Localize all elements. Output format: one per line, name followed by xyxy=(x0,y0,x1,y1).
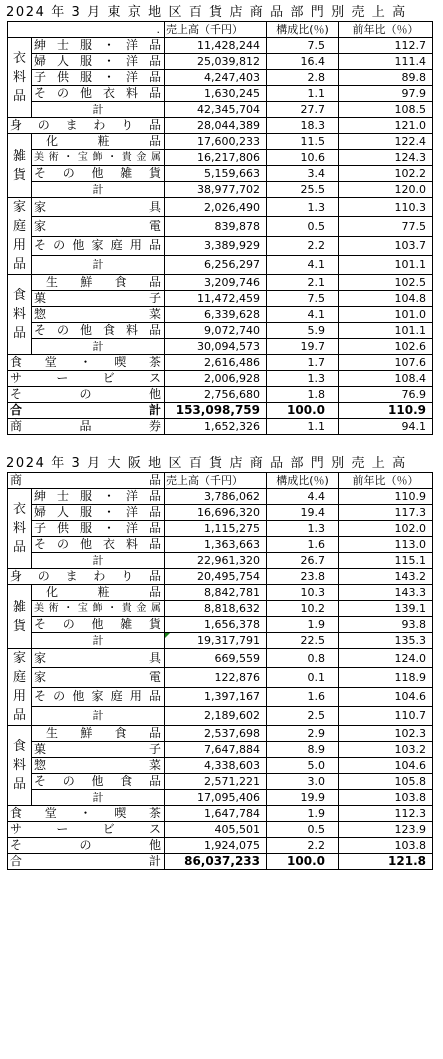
header-ratio: 構成比(％) xyxy=(267,22,339,38)
yoy-cell: 103.8 xyxy=(339,790,433,806)
ratio-cell: 26.7 xyxy=(267,553,339,569)
ratio-cell: 2.2 xyxy=(267,236,339,255)
table-row xyxy=(8,291,433,307)
yoy-cell: 102.3 xyxy=(339,726,433,742)
yoy-cell: 104.6 xyxy=(339,758,433,774)
subtotal-row xyxy=(8,790,433,806)
ratio-cell: 0.8 xyxy=(267,649,339,668)
sales-cell: 2,571,221 xyxy=(165,774,267,790)
table-row xyxy=(8,822,433,838)
sales-cell: 30,094,573 xyxy=(165,339,267,355)
yoy-cell: 110.9 xyxy=(339,489,433,505)
table-row xyxy=(8,86,433,102)
yoy-cell: 101.1 xyxy=(339,323,433,339)
ratio-cell: 100.0 xyxy=(267,403,339,419)
grand-total-row xyxy=(8,854,433,870)
row-label: 家電 xyxy=(32,668,165,687)
table-row xyxy=(8,838,433,854)
header-sales: 売上高（千円） xyxy=(165,473,267,489)
yoy-cell: 103.2 xyxy=(339,742,433,758)
table-row xyxy=(8,668,433,687)
yoy-cell: 139.1 xyxy=(339,601,433,617)
table-row xyxy=(8,806,433,822)
ratio-cell: 19.4 xyxy=(267,505,339,521)
group-label-clothing: 衣料品 xyxy=(8,38,32,118)
yoy-cell: 122.4 xyxy=(339,134,433,150)
row-label: その他雑貨 xyxy=(32,617,165,633)
yoy-cell: 108.5 xyxy=(339,102,433,118)
sales-cell: 11,472,459 xyxy=(165,291,267,307)
ratio-cell: 1.7 xyxy=(267,355,339,371)
sales-cell: 17,600,233 xyxy=(165,134,267,150)
subtotal-row xyxy=(8,706,433,725)
row-label: 紳士服・洋品 xyxy=(32,489,165,505)
table-row xyxy=(8,166,433,182)
row-label: サービス xyxy=(8,822,165,838)
ratio-cell: 1.3 xyxy=(267,198,339,217)
row-label: 身のまわり品 xyxy=(8,118,165,134)
row-label: 惣菜 xyxy=(32,307,165,323)
sales-cell: 1,647,784 xyxy=(165,806,267,822)
yoy-cell: 77.5 xyxy=(339,217,433,236)
header-row xyxy=(8,22,433,38)
subtotal-row xyxy=(8,255,433,274)
row-label: 化粧品 xyxy=(32,585,165,601)
ratio-cell: 5.9 xyxy=(267,323,339,339)
yoy-cell: 143.3 xyxy=(339,585,433,601)
ratio-cell: 7.5 xyxy=(267,291,339,307)
table-row xyxy=(8,617,433,633)
table-row xyxy=(8,726,433,742)
row-label: 化粧品 xyxy=(32,134,165,150)
row-label: その他食品 xyxy=(32,774,165,790)
ratio-cell: 2.8 xyxy=(267,70,339,86)
ratio-cell: 0.5 xyxy=(267,822,339,838)
table-row xyxy=(8,118,433,134)
row-label: サービス xyxy=(8,371,165,387)
yoy-cell: 97.9 xyxy=(339,86,433,102)
header-yoy: 前年比（％） xyxy=(339,473,433,489)
header-yoy: 前年比（％） xyxy=(339,22,433,38)
row-label: 紳士服・洋品 xyxy=(32,38,165,54)
subtotal-row xyxy=(8,553,433,569)
row-label: その他 xyxy=(8,387,165,403)
table-row xyxy=(8,687,433,706)
subtotal-label: 計 xyxy=(32,633,165,649)
grand-total-row xyxy=(8,403,433,419)
yoy-cell: 108.4 xyxy=(339,371,433,387)
yoy-cell: 94.1 xyxy=(339,419,433,435)
sales-cell: 1,652,326 xyxy=(165,419,267,435)
subtotal-row xyxy=(8,633,433,649)
sales-cell: 42,345,704 xyxy=(165,102,267,118)
ratio-cell: 11.5 xyxy=(267,134,339,150)
ratio-cell: 10.6 xyxy=(267,150,339,166)
yoy-cell: 113.0 xyxy=(339,537,433,553)
row-label: その他衣料品 xyxy=(32,86,165,102)
sales-cell: 17,095,406 xyxy=(165,790,267,806)
subtotal-row xyxy=(8,182,433,198)
sales-cell: 839,878 xyxy=(165,217,267,236)
sales-cell: 153,098,759 xyxy=(165,403,267,419)
header-label: 商品 xyxy=(8,473,165,489)
ratio-cell: 3.4 xyxy=(267,166,339,182)
grand-total-label: 合計 xyxy=(8,403,165,419)
sales-cell: 122,876 xyxy=(165,668,267,687)
group-label-misc: 雑貨 xyxy=(8,585,32,649)
table-row xyxy=(8,307,433,323)
yoy-cell: 102.5 xyxy=(339,275,433,291)
header-label: . xyxy=(8,22,165,38)
row-label: 家電 xyxy=(32,217,165,236)
header-row xyxy=(8,473,433,489)
ratio-cell: 1.3 xyxy=(267,521,339,537)
table-row xyxy=(8,505,433,521)
yoy-cell: 104.8 xyxy=(339,291,433,307)
row-label: その他衣料品 xyxy=(32,537,165,553)
sales-cell: 1,924,075 xyxy=(165,838,267,854)
sales-cell: 8,842,781 xyxy=(165,585,267,601)
table-row xyxy=(8,275,433,291)
sales-cell: 7,647,884 xyxy=(165,742,267,758)
row-label: その他 xyxy=(8,838,165,854)
subtotal-label: 計 xyxy=(32,255,165,274)
sales-cell: 38,977,702 xyxy=(165,182,267,198)
sales-cell: 16,696,320 xyxy=(165,505,267,521)
table-row xyxy=(8,585,433,601)
ratio-cell: 2.9 xyxy=(267,726,339,742)
row-label: 子供服・洋品 xyxy=(32,521,165,537)
sales-cell: 5,159,663 xyxy=(165,166,267,182)
row-label: 子供服・洋品 xyxy=(32,70,165,86)
table-row xyxy=(8,70,433,86)
ratio-cell: 1.1 xyxy=(267,86,339,102)
osaka-table-title: 2024 年 3 月 大 阪 地 区 百 貨 店 商 品 部 門 別 売 上 高 xyxy=(6,456,407,471)
table-row xyxy=(8,217,433,236)
voucher-row xyxy=(8,419,433,435)
yoy-cell: 115.1 xyxy=(339,553,433,569)
yoy-cell: 102.2 xyxy=(339,166,433,182)
yoy-cell: 111.4 xyxy=(339,54,433,70)
row-label: 婦人服・洋品 xyxy=(32,54,165,70)
yoy-cell: 89.8 xyxy=(339,70,433,86)
sales-cell: 3,389,929 xyxy=(165,236,267,255)
sales-cell: 1,630,245 xyxy=(165,86,267,102)
table-row xyxy=(8,150,433,166)
subtotal-row xyxy=(8,339,433,355)
sales-cell: 2,026,490 xyxy=(165,198,267,217)
yoy-cell: 102.0 xyxy=(339,521,433,537)
sales-cell: 2,189,602 xyxy=(165,706,267,725)
table-row xyxy=(8,569,433,585)
ratio-cell: 1.1 xyxy=(267,419,339,435)
sales-cell: 28,044,389 xyxy=(165,118,267,134)
osaka-sales-table xyxy=(7,472,433,870)
sales-cell xyxy=(165,633,267,649)
ratio-cell: 16.4 xyxy=(267,54,339,70)
table-row xyxy=(8,742,433,758)
row-label: その他家庭用品 xyxy=(32,687,165,706)
ratio-cell: 8.9 xyxy=(267,742,339,758)
subtotal-label: 計 xyxy=(32,706,165,725)
subtotal-label: 計 xyxy=(32,102,165,118)
row-label: 菓子 xyxy=(32,291,165,307)
ratio-cell: 100.0 xyxy=(267,854,339,870)
sales-cell: 405,501 xyxy=(165,822,267,838)
table-row xyxy=(8,387,433,403)
row-label: 菓子 xyxy=(32,742,165,758)
table-row xyxy=(8,38,433,54)
table-row xyxy=(8,323,433,339)
ratio-cell: 0.5 xyxy=(267,217,339,236)
group-label-clothing: 衣料品 xyxy=(8,489,32,569)
ratio-cell: 25.5 xyxy=(267,182,339,198)
sales-cell: 2,537,698 xyxy=(165,726,267,742)
ratio-cell: 10.3 xyxy=(267,585,339,601)
sales-cell: 1,115,275 xyxy=(165,521,267,537)
ratio-cell: 2.5 xyxy=(267,706,339,725)
yoy-cell: 103.8 xyxy=(339,838,433,854)
sales-cell: 2,756,680 xyxy=(165,387,267,403)
sales-cell: 3,209,746 xyxy=(165,275,267,291)
table-row xyxy=(8,371,433,387)
sales-cell: 6,339,628 xyxy=(165,307,267,323)
yoy-cell: 143.2 xyxy=(339,569,433,585)
row-label: 商品券 xyxy=(8,419,165,435)
table-row xyxy=(8,758,433,774)
sales-cell: 3,786,062 xyxy=(165,489,267,505)
header-sales: 売上高（千円） xyxy=(165,22,267,38)
cell-marker-icon xyxy=(165,633,170,638)
ratio-cell: 19.9 xyxy=(267,790,339,806)
sales-cell: 11,428,244 xyxy=(165,38,267,54)
ratio-cell: 0.1 xyxy=(267,668,339,687)
sales-cell: 669,559 xyxy=(165,649,267,668)
sales-cell: 16,217,806 xyxy=(165,150,267,166)
group-label-food: 食料品 xyxy=(8,275,32,355)
ratio-cell: 10.2 xyxy=(267,601,339,617)
row-label: 生鮮食品 xyxy=(32,726,165,742)
subtotal-label: 計 xyxy=(32,553,165,569)
ratio-cell: 7.5 xyxy=(267,38,339,54)
yoy-cell: 110.7 xyxy=(339,706,433,725)
ratio-cell: 27.7 xyxy=(267,102,339,118)
group-label-food: 食料品 xyxy=(8,726,32,806)
sales-cell: 25,039,812 xyxy=(165,54,267,70)
sales-cell: 20,495,754 xyxy=(165,569,267,585)
ratio-cell: 4.1 xyxy=(267,255,339,274)
sales-value: 19,317,791 xyxy=(197,634,261,647)
yoy-cell: 117.3 xyxy=(339,505,433,521)
row-label: その他雑貨 xyxy=(32,166,165,182)
ratio-cell: 19.7 xyxy=(267,339,339,355)
table-row xyxy=(8,521,433,537)
yoy-cell: 76.9 xyxy=(339,387,433,403)
ratio-cell: 3.0 xyxy=(267,774,339,790)
yoy-cell: 107.6 xyxy=(339,355,433,371)
ratio-cell: 1.6 xyxy=(267,537,339,553)
sales-cell: 1,397,167 xyxy=(165,687,267,706)
yoy-cell: 104.6 xyxy=(339,687,433,706)
yoy-cell: 121.0 xyxy=(339,118,433,134)
row-label: その他食料品 xyxy=(32,323,165,339)
ratio-cell: 1.9 xyxy=(267,617,339,633)
yoy-cell: 102.6 xyxy=(339,339,433,355)
table-row xyxy=(8,489,433,505)
group-label-household: 家庭用品 xyxy=(8,198,32,275)
table-row xyxy=(8,355,433,371)
sales-cell: 4,247,403 xyxy=(165,70,267,86)
ratio-cell: 22.5 xyxy=(267,633,339,649)
row-label: 美術・宝飾・貴金属 xyxy=(32,601,165,617)
table-row xyxy=(8,236,433,255)
sales-cell: 2,006,928 xyxy=(165,371,267,387)
ratio-cell: 18.3 xyxy=(267,118,339,134)
row-label: その他家庭用品 xyxy=(32,236,165,255)
sales-cell: 4,338,603 xyxy=(165,758,267,774)
sales-cell: 6,256,297 xyxy=(165,255,267,274)
ratio-cell: 2.2 xyxy=(267,838,339,854)
sales-cell: 8,818,632 xyxy=(165,601,267,617)
yoy-cell: 110.3 xyxy=(339,198,433,217)
ratio-cell: 4.1 xyxy=(267,307,339,323)
table-row xyxy=(8,537,433,553)
yoy-cell: 105.8 xyxy=(339,774,433,790)
row-label: 家具 xyxy=(32,649,165,668)
subtotal-label: 計 xyxy=(32,339,165,355)
table-row xyxy=(8,54,433,70)
sales-cell: 9,072,740 xyxy=(165,323,267,339)
yoy-cell: 123.9 xyxy=(339,822,433,838)
row-label: 美術・宝飾・貴金属 xyxy=(32,150,165,166)
row-label: 食堂・喫茶 xyxy=(8,355,165,371)
table-row xyxy=(8,774,433,790)
sales-cell: 22,961,320 xyxy=(165,553,267,569)
yoy-cell: 103.7 xyxy=(339,236,433,255)
yoy-cell: 124.3 xyxy=(339,150,433,166)
sales-cell: 1,656,378 xyxy=(165,617,267,633)
row-label: 婦人服・洋品 xyxy=(32,505,165,521)
group-label-household: 家庭用品 xyxy=(8,649,32,726)
ratio-cell: 1.8 xyxy=(267,387,339,403)
yoy-cell: 120.0 xyxy=(339,182,433,198)
yoy-cell: 93.8 xyxy=(339,617,433,633)
row-label: 惣菜 xyxy=(32,758,165,774)
yoy-cell: 110.9 xyxy=(339,403,433,419)
subtotal-row xyxy=(8,102,433,118)
ratio-cell: 2.1 xyxy=(267,275,339,291)
yoy-cell: 135.3 xyxy=(339,633,433,649)
ratio-cell: 4.4 xyxy=(267,489,339,505)
table-row xyxy=(8,134,433,150)
table-row xyxy=(8,198,433,217)
yoy-cell: 124.0 xyxy=(339,649,433,668)
sales-cell: 1,363,663 xyxy=(165,537,267,553)
sales-cell: 2,616,486 xyxy=(165,355,267,371)
ratio-cell: 5.0 xyxy=(267,758,339,774)
header-ratio: 構成比(％) xyxy=(267,473,339,489)
table-row xyxy=(8,601,433,617)
yoy-cell: 118.9 xyxy=(339,668,433,687)
ratio-cell: 23.8 xyxy=(267,569,339,585)
ratio-cell: 1.9 xyxy=(267,806,339,822)
yoy-cell: 101.0 xyxy=(339,307,433,323)
tokyo-sales-table xyxy=(7,21,433,435)
yoy-cell: 121.8 xyxy=(339,854,433,870)
sales-cell: 86,037,233 xyxy=(165,854,267,870)
yoy-cell: 112.7 xyxy=(339,38,433,54)
subtotal-label: 計 xyxy=(32,790,165,806)
grand-total-label: 合計 xyxy=(8,854,165,870)
yoy-cell: 101.1 xyxy=(339,255,433,274)
table-row xyxy=(8,649,433,668)
subtotal-label: 計 xyxy=(32,182,165,198)
yoy-cell: 112.3 xyxy=(339,806,433,822)
row-label: 生鮮食品 xyxy=(32,275,165,291)
row-label: 食堂・喫茶 xyxy=(8,806,165,822)
group-label-misc: 雑貨 xyxy=(8,134,32,198)
ratio-cell: 1.3 xyxy=(267,371,339,387)
row-label: 身のまわり品 xyxy=(8,569,165,585)
row-label: 家具 xyxy=(32,198,165,217)
ratio-cell: 1.6 xyxy=(267,687,339,706)
tokyo-table-title: 2024 年 3 月 東 京 地 区 百 貨 店 商 品 部 門 別 売 上 高 xyxy=(6,5,407,20)
